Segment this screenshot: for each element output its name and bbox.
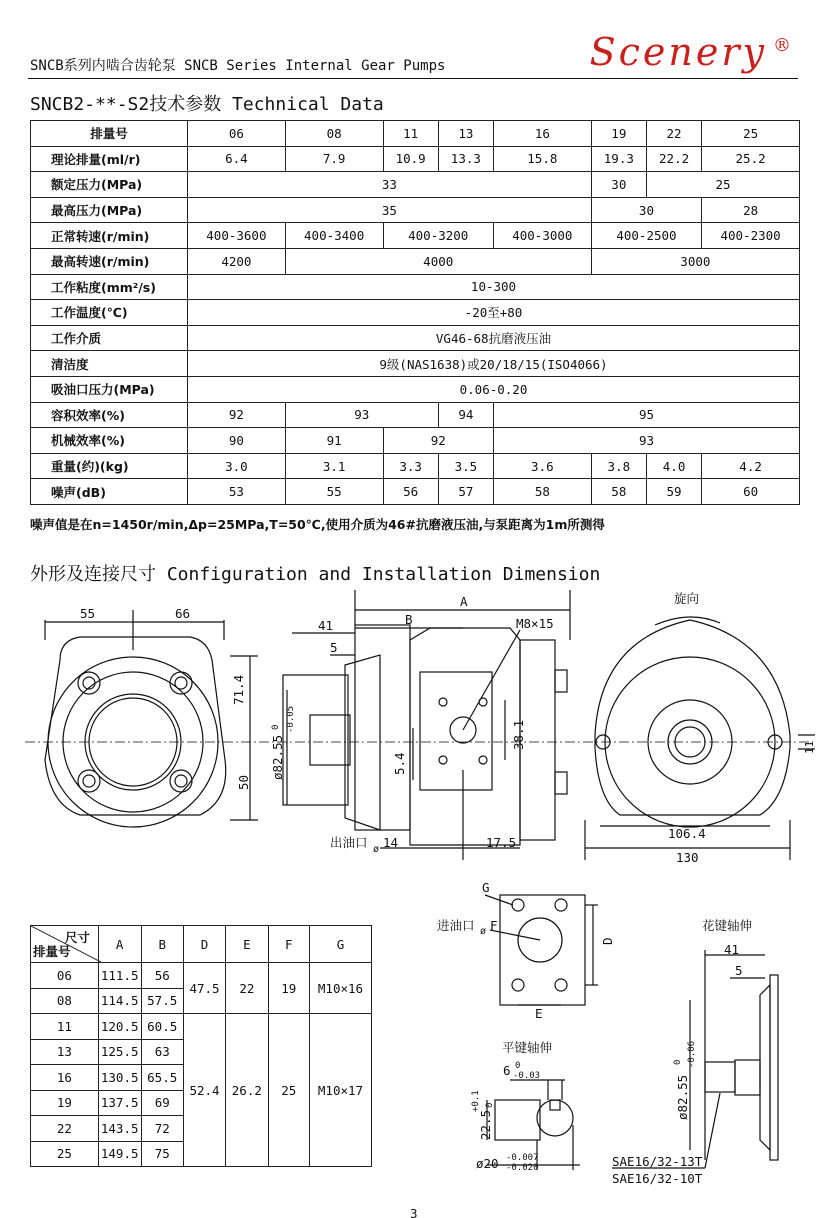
- tech-value-cell: 10.9: [383, 146, 438, 172]
- dim-header-cell: A: [98, 926, 141, 963]
- dim-cell-d: 47.5: [183, 963, 225, 1014]
- dim-cell-size: 25: [31, 1141, 99, 1167]
- dim-cell-size: 19: [31, 1090, 99, 1116]
- tech-row-label: 吸油口压力(MPa): [31, 376, 188, 402]
- tech-value-cell: 4.0: [646, 453, 701, 479]
- dim-header-cell: D: [183, 926, 225, 963]
- tech-value-cell: VG46-68抗磨液压油: [188, 325, 800, 351]
- tech-row-label: 机械效率(%): [31, 428, 188, 454]
- rotation-label: 旋向: [674, 591, 700, 606]
- dim-cell-a: 137.5: [98, 1090, 141, 1116]
- tech-value-cell: 400-2500: [591, 223, 701, 249]
- dim-dia-tol-up: 0: [271, 724, 281, 730]
- tech-size-cell: 16: [493, 121, 591, 147]
- tech-value-cell: -20至+80: [188, 300, 800, 326]
- dim-cell-a: 143.5: [98, 1116, 141, 1142]
- spline-dia: ø82.55: [675, 1074, 690, 1120]
- dim-cell-b: 75: [141, 1141, 183, 1167]
- tech-value-cell: 3.8: [591, 453, 646, 479]
- tech-value-cell: 3.0: [188, 453, 286, 479]
- tech-row-label: 最高转速(r/min): [31, 248, 188, 274]
- tech-row-label: 清洁度: [31, 351, 188, 377]
- dim-5: 5: [330, 640, 338, 655]
- tech-row-label: 工作温度(℃): [31, 300, 188, 326]
- dim-cell-f: 25: [268, 1014, 309, 1167]
- dim-cell-g: M10×17: [309, 1014, 371, 1167]
- tech-value-cell: 400-2300: [702, 223, 800, 249]
- dim-row: [31, 963, 372, 989]
- dim-cell-b: 56: [141, 963, 183, 989]
- dim-cell-a: 149.5: [98, 1141, 141, 1167]
- tech-value-cell: 90: [188, 428, 286, 454]
- config-section-title: 外形及连接尺寸 Configuration and Installation Dimension: [30, 564, 601, 585]
- tech-value-cell: 3000: [591, 248, 799, 274]
- tech-value-cell: 58: [493, 479, 591, 505]
- outlet-label: 出油口: [330, 835, 368, 850]
- tech-value-cell: 4.2: [702, 453, 800, 479]
- dim-5-4: 5.4: [392, 752, 407, 775]
- tech-row-label: 噪声(dB): [31, 479, 188, 505]
- dim-cell-a: 130.5: [98, 1065, 141, 1091]
- tech-row-label: 工作粘度(mm²/s): [31, 274, 188, 300]
- dim-cell-e: 26.2: [226, 1014, 268, 1167]
- header-title: SNCB系列内啮合齿轮泵 SNCB Series Internal Gear Pumps: [30, 58, 446, 74]
- dim-cell-f: 19: [268, 963, 309, 1014]
- tech-value-cell: 4200: [188, 248, 286, 274]
- dim-41: 41: [318, 618, 334, 633]
- tech-value-cell: 400-3400: [285, 223, 383, 249]
- dimension-table: [30, 925, 372, 1167]
- tech-size-cell: 19: [591, 121, 646, 147]
- tech-value-cell: 6.4: [188, 146, 286, 172]
- dim-m8: M8×15: [516, 616, 554, 631]
- dim-55: 55: [80, 606, 96, 621]
- dim-38-1: 38.1: [511, 719, 526, 750]
- key-22-5: 22.5: [478, 1109, 493, 1140]
- tech-size-cell: 11: [383, 121, 438, 147]
- tech-value-cell: 13.3: [438, 146, 493, 172]
- tech-value-cell: 30: [591, 172, 646, 198]
- dim-header-cell: G: [309, 926, 371, 963]
- spline-title: 花键轴伸: [702, 918, 753, 933]
- key-20-up: -0.007: [506, 1153, 539, 1163]
- outlet-sub: ø: [373, 844, 380, 855]
- tech-row-label: 容积效率(%): [31, 402, 188, 428]
- tech-value-cell: 400-3000: [493, 223, 591, 249]
- tech-value-cell: 22.2: [646, 146, 701, 172]
- dim-cell-b: 69: [141, 1090, 183, 1116]
- tech-value-cell: 4000: [285, 248, 591, 274]
- dim-header-cell: B: [141, 926, 183, 963]
- dim-17-5: 17.5: [486, 835, 517, 850]
- tech-size-cell: 06: [188, 121, 286, 147]
- tech-row-label: 理论排量(ml/r): [31, 146, 188, 172]
- sae-13t: SAE16/32-13T: [612, 1154, 703, 1169]
- key-6-up: 0: [515, 1061, 521, 1071]
- dim-corner-cell: [31, 926, 99, 963]
- dim-header-cell: F: [268, 926, 309, 963]
- dim-header-cell: E: [226, 926, 268, 963]
- tech-value-cell: 25: [646, 172, 799, 198]
- brand-logo: Scenery ®: [589, 30, 794, 74]
- dim-cell-a: 125.5: [98, 1039, 141, 1065]
- dim-cell-d: 52.4: [183, 1014, 225, 1167]
- tech-value-cell: 9级(NAS1638)或20/18/15(ISO4066): [188, 351, 800, 377]
- key-22-5-up: +0.1: [471, 1090, 481, 1112]
- tech-value-cell: 92: [383, 428, 493, 454]
- dim-row: [31, 1014, 372, 1040]
- port-detail-drawing: [485, 895, 598, 1005]
- rear-view-drawing: [585, 617, 815, 860]
- tech-value-cell: 94: [438, 402, 493, 428]
- spline-tol-up: 0: [673, 1059, 683, 1065]
- tech-header-label: 排量号: [31, 121, 188, 147]
- tech-value-cell: 93: [493, 428, 799, 454]
- inlet-F: F: [490, 918, 498, 933]
- dim-A: A: [460, 594, 468, 609]
- dim-cell-size: 06: [31, 963, 99, 989]
- dim-cell-size: 13: [31, 1039, 99, 1065]
- dim-cell-b: 65.5: [141, 1065, 183, 1091]
- tech-value-cell: 0.06-0.20: [188, 376, 800, 402]
- corner-bottom: 排量号: [33, 944, 71, 959]
- dim-cell-g: M10×16: [309, 963, 371, 1014]
- key-title: 平键轴伸: [502, 1040, 553, 1055]
- spline-tol-lo: -0.06: [687, 1040, 697, 1068]
- spline-5: 5: [735, 963, 743, 978]
- tech-value-cell: 25.2: [702, 146, 800, 172]
- dim-11: 11: [803, 740, 816, 754]
- tech-value-cell: 3.5: [438, 453, 493, 479]
- dim-cell-b: 57.5: [141, 988, 183, 1014]
- tech-value-cell: 53: [188, 479, 286, 505]
- tech-value-cell: 58: [591, 479, 646, 505]
- outlet-value: 14: [383, 835, 399, 850]
- key-22-5-lo: 0: [485, 1102, 495, 1108]
- tech-row-label: 重量(约)(kg): [31, 453, 188, 479]
- tech-value-cell: 30: [591, 197, 701, 223]
- dim-cell-size: 22: [31, 1116, 99, 1142]
- dim-cell-b: 63: [141, 1039, 183, 1065]
- tech-section-title: SNCB2-**-S2技术参数 Technical Data: [30, 94, 384, 115]
- tech-value-cell: 3.1: [285, 453, 383, 479]
- dim-dia-tol-lo: -0.05: [286, 705, 296, 733]
- tech-size-cell: 22: [646, 121, 701, 147]
- dim-cell-a: 114.5: [98, 988, 141, 1014]
- port-E: E: [535, 1006, 543, 1021]
- dim-B: B: [405, 612, 413, 627]
- tech-value-cell: 3.3: [383, 453, 438, 479]
- tech-value-cell: 3.6: [493, 453, 591, 479]
- spline-41: 41: [724, 942, 740, 957]
- tech-value-cell: 95: [493, 402, 799, 428]
- port-D: D: [600, 937, 615, 945]
- key-20-lo: -0.020: [506, 1163, 539, 1173]
- dim-dia: ø82.55: [270, 734, 285, 780]
- tech-value-cell: 33: [188, 172, 592, 198]
- dim-50: 50: [236, 774, 251, 790]
- tech-size-cell: 13: [438, 121, 493, 147]
- dim-cell-size: 08: [31, 988, 99, 1014]
- tech-value-cell: 59: [646, 479, 701, 505]
- dim-cell-e: 22: [226, 963, 268, 1014]
- tech-row-label: 正常转速(r/min): [31, 223, 188, 249]
- tech-value-cell: 19.3: [591, 146, 646, 172]
- inlet-sub: ø: [480, 926, 487, 937]
- page-number: 3: [410, 1206, 418, 1218]
- tech-value-cell: 400-3600: [188, 223, 286, 249]
- tech-value-cell: 91: [285, 428, 383, 454]
- tech-size-cell: 25: [702, 121, 800, 147]
- sae-10t: SAE16/32-10T: [612, 1171, 703, 1186]
- tech-value-cell: 400-3200: [383, 223, 493, 249]
- tech-size-cell: 08: [285, 121, 383, 147]
- inlet-label: 进油口: [437, 918, 475, 933]
- tech-value-cell: 28: [702, 197, 800, 223]
- tech-value-cell: 55: [285, 479, 383, 505]
- dim-cell-b: 60.5: [141, 1014, 183, 1040]
- tech-value-cell: 57: [438, 479, 493, 505]
- dim-cell-a: 111.5: [98, 963, 141, 989]
- dim-cell-a: 120.5: [98, 1014, 141, 1040]
- port-G: G: [482, 880, 490, 895]
- tech-row-label: 工作介质: [31, 325, 188, 351]
- dim-cell-size: 11: [31, 1014, 99, 1040]
- dim-cell-b: 72: [141, 1116, 183, 1142]
- corner-top: 尺寸: [64, 930, 90, 945]
- key-6-lo: -0.03: [513, 1071, 541, 1081]
- tech-value-cell: 7.9: [285, 146, 383, 172]
- key-6: 6: [503, 1063, 511, 1078]
- tech-value-cell: 10-300: [188, 274, 800, 300]
- dim-130: 130: [676, 850, 699, 865]
- dim-header-row: [31, 926, 372, 963]
- dim-71: 71.4: [231, 674, 246, 705]
- tech-value-cell: 60: [702, 479, 800, 505]
- dim-106: 106.4: [668, 826, 706, 841]
- key-20: ø20: [476, 1156, 499, 1171]
- tech-value-cell: 35: [188, 197, 592, 223]
- dim-66: 66: [175, 606, 191, 621]
- tech-row-label: 额定压力(MPa): [31, 172, 188, 198]
- tech-value-cell: 56: [383, 479, 438, 505]
- tech-value-cell: 15.8: [493, 146, 591, 172]
- noise-note: 噪声值是在n=1450r/min,Δp=25MPa,T=50℃,使用介质为46#抗磨液压油,与泵距离为1m所测得: [30, 517, 605, 532]
- front-view-drawing: [45, 610, 258, 827]
- dim-cell-size: 16: [31, 1065, 99, 1091]
- tech-value-cell: 92: [188, 402, 286, 428]
- tech-row-label: 最高压力(MPa): [31, 197, 188, 223]
- tech-value-cell: 93: [285, 402, 438, 428]
